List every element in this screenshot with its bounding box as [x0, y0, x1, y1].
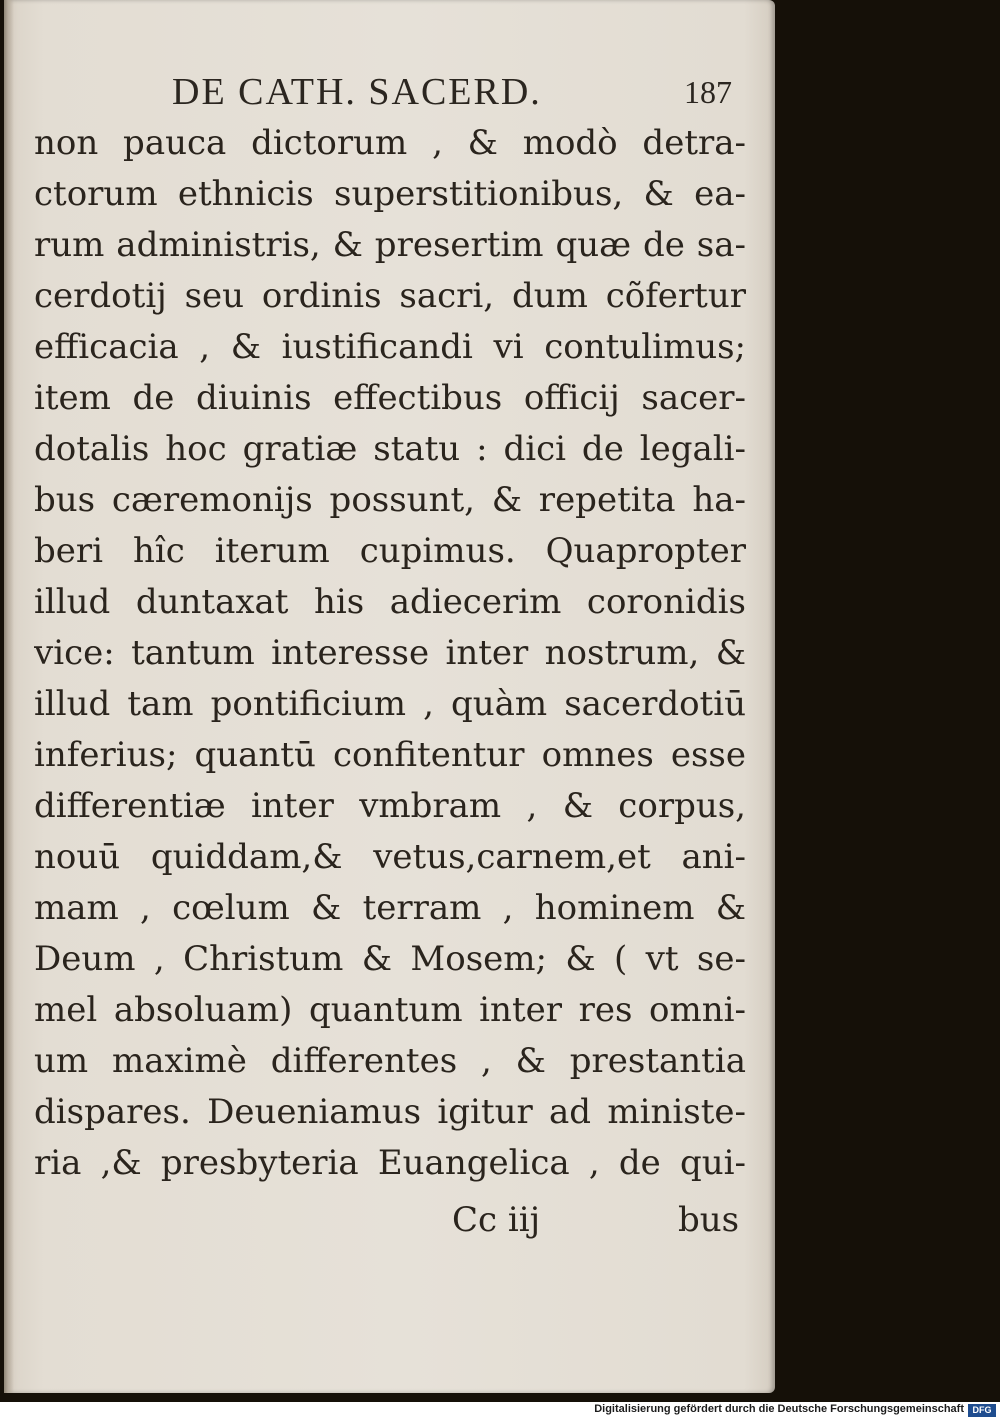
text-line: illud duntaxat his adiecerim coronidis	[34, 582, 746, 622]
text-line: beri hîc iterum cupimus. Quapropter	[34, 531, 746, 571]
text-line: vice: tantum interesse inter nostrum, &	[34, 633, 746, 673]
text-line: differentiæ inter vmbram , & corpus,	[34, 786, 746, 826]
text-line: inferius; quantū confitentur omnes esse	[34, 735, 746, 775]
catchword: bus	[678, 1200, 740, 1240]
text-line: ctorum ethnicis superstitionibus, & ea-	[34, 174, 746, 214]
text-line: non pauca dictorum , & modò detra-	[34, 123, 746, 163]
text-line: illud tam pontificium , quàm sacerdotiū	[34, 684, 746, 724]
text-line: nouū quiddam,& vetus,carnem,et ani-	[34, 837, 746, 877]
text-line: bus cæremonijs possunt, & repetita ha-	[34, 480, 746, 520]
footer-bar	[0, 1402, 1000, 1420]
text-line: mam , cœlum & terram , hominem &	[34, 888, 746, 928]
text-line: cerdotij seu ordinis sacri, dum cõfertur	[34, 276, 746, 316]
text-block	[34, 118, 746, 1188]
text-line: item de diuinis effectibus officij sacer-	[34, 378, 746, 418]
signature-mark: Cc iij	[452, 1200, 541, 1240]
text-line: efficacia , & iustificandi vi contulimus;	[34, 327, 746, 367]
catchword-row	[444, 1200, 744, 1250]
footer-credit: Digitalisierung gefördert durch die Deutsche Forschungsgemeinschaft	[594, 1403, 964, 1415]
text-line: mel absoluam) quantum inter res omni-	[34, 990, 746, 1030]
text-line: Deum , Christum & Mosem; & ( vt se-	[34, 939, 746, 979]
text-line: dotalis hoc gratiæ statu : dici de legali-	[34, 429, 746, 469]
text-line: ria ,& presbyteria Euangelica , de qui-	[34, 1143, 746, 1183]
text-line: rum administris, & presertim quæ de sa-	[34, 225, 746, 265]
text-line: um maximè differentes , & prestantia	[34, 1041, 746, 1081]
book-page	[4, 0, 775, 1393]
page-number: 187	[684, 74, 732, 110]
page-binding-edge	[4, 0, 14, 1393]
dfg-logo: DFG	[968, 1404, 996, 1417]
running-head: DE CATH. SACERD.	[172, 71, 542, 113]
text-line: dispares. Deueniamus igitur ad ministe-	[34, 1092, 746, 1132]
